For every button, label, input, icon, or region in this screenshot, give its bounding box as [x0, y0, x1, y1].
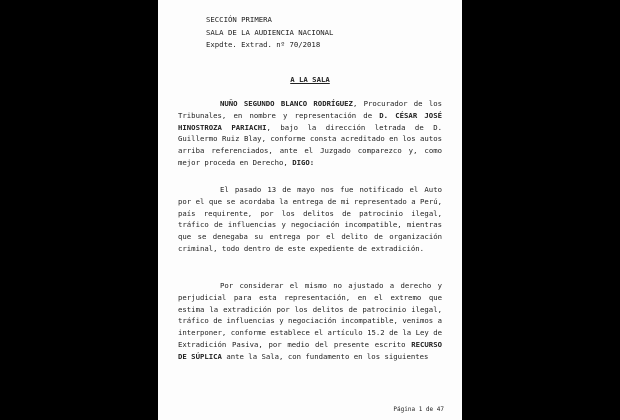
- court-heading: [206, 14, 333, 52]
- paragraph-text: ante la Sala, con fundamento en los siguientes: [221, 351, 429, 361]
- document-title: A LA SALA: [290, 75, 330, 84]
- paragraph-notification: [178, 184, 442, 255]
- paragraph-appearance: [178, 98, 442, 169]
- paragraph-text: , bajo la dirección letrada de D. Guillermo Ruiz Blay, conforme consta acreditado en los autos arriba referenciados, ante el Juzgado comparezco y, como mejor proceda en Derecho,: [178, 122, 442, 167]
- court-section: SECCIÓN PRIMERA: [206, 15, 272, 24]
- court-name: SALA DE LA AUDIENCIA NACIONAL: [206, 27, 334, 37]
- client-name: D. CÉSAR JOSÉ HINOSTROZA PARIACHI: [178, 110, 442, 132]
- paragraph-text: El pasado 13 de mayo nos fue notificado el Auto por el que se acordaba la entrega de mi representado a Perú, país requirente, por los delitos de patrocinio ilegal, tráfico de influencias y negociación incompatible, mientras que se denegaba su entrega por el delito de organización criminal, todo dentro de este expediente de extradición.: [178, 185, 442, 253]
- attorney-name: NUÑO SEGUNDO BLANCO RODRÍGUEZ: [220, 99, 353, 108]
- page-number: Página 1 de 47: [393, 406, 444, 413]
- paragraph-appeal: [178, 280, 442, 363]
- paragraph-text: , Procurador de los Tribunales, en nombre y representación de: [178, 99, 442, 120]
- case-number: Expdte. Extrad. nº 70/2018: [206, 40, 321, 50]
- appeal-type: RECURSO DE SÚPLICA: [178, 339, 442, 361]
- document-page: [158, 0, 462, 420]
- paragraph-text: Por considerar el mismo no ajustado a derecho y perjudicial para esta representación, en el extremo que estima la extradición por los delitos de patrocinio ilegal, tráfico de influencias y negociación incompatible, venimos a interponer, conforme establece el artículo 15.2 de la Ley de Extradición Pasiva, por medio del presente escrito: [178, 281, 442, 349]
- digo-label: DIGO:: [292, 157, 315, 167]
